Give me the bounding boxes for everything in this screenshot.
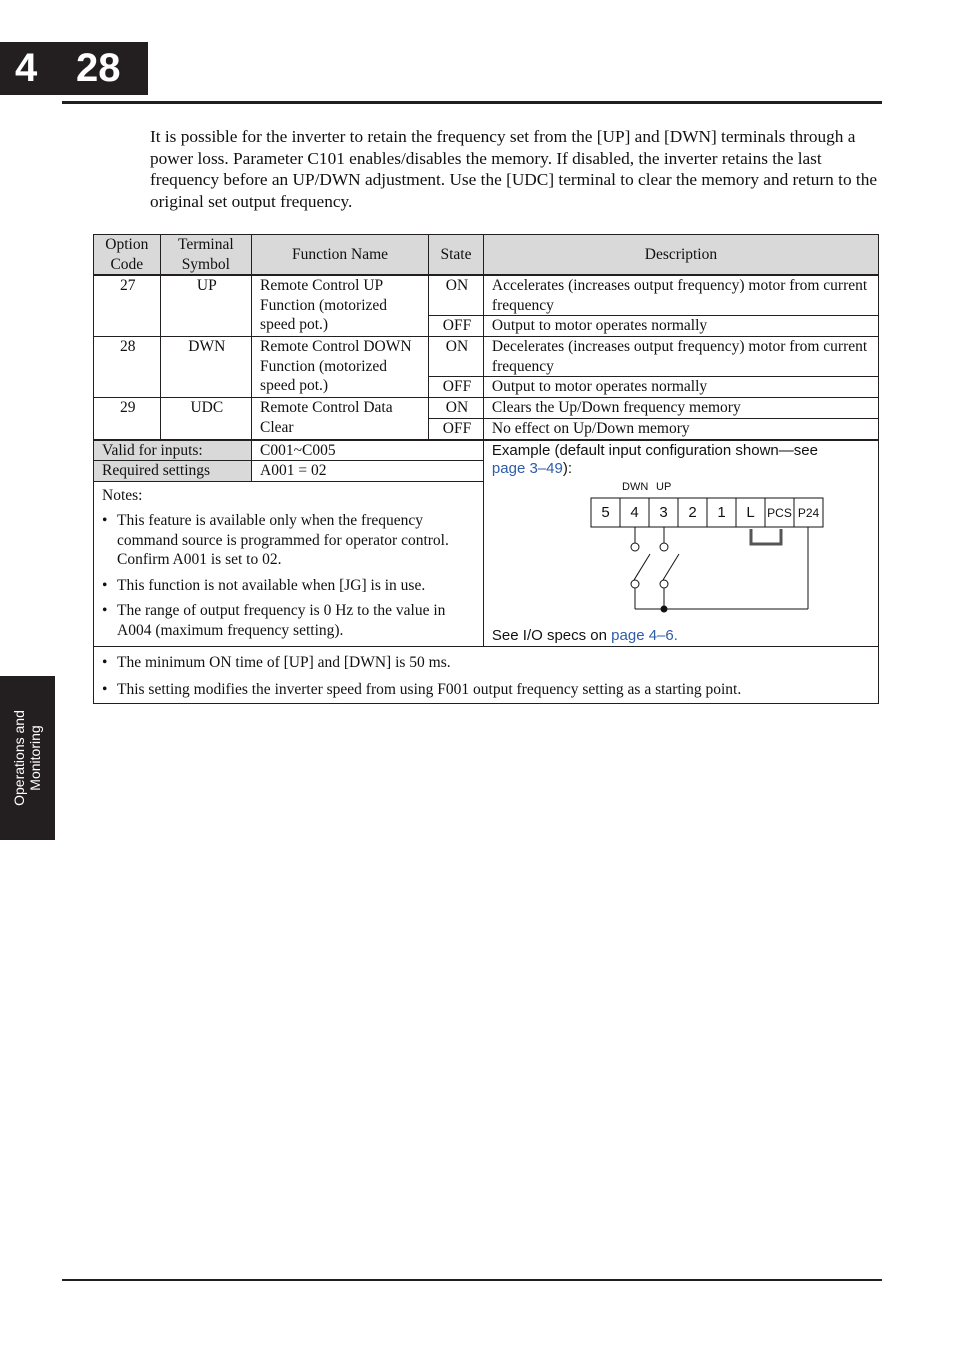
top-rule <box>62 101 882 104</box>
terminal-label: 5 <box>601 503 610 521</box>
chapter-number: 4 <box>15 46 38 90</box>
note-item: • This function is not available when [JG] is in use. <box>102 576 475 596</box>
section-side-tab <box>0 676 55 840</box>
table-row <box>94 398 879 419</box>
terminal-label: 4 <box>630 503 639 521</box>
terminal-wiring-svg <box>492 478 872 628</box>
header-option-code: Option Code <box>94 235 161 276</box>
chapter-page-header <box>0 42 148 95</box>
option-code: 28 <box>94 337 161 398</box>
up-contact-top <box>660 543 668 551</box>
terminal-label: P24 <box>797 505 820 520</box>
wiring-example <box>483 440 878 647</box>
option-code: 27 <box>94 275 161 337</box>
bottom-rule <box>62 1279 882 1281</box>
up-switch-blade <box>663 554 679 580</box>
state-on: ON <box>429 398 484 419</box>
terminal-label: L <box>746 503 755 521</box>
header-state: State <box>429 235 484 276</box>
note-item: • The minimum ON time of [UP] and [DWN] is 50 ms. <box>102 653 870 673</box>
side-tab-label: Operations and Monitoring <box>11 710 43 806</box>
notes-heading: Notes: <box>102 486 143 504</box>
terminal-symbol: UP <box>160 275 251 337</box>
state-on: ON <box>429 337 484 377</box>
junction-dot <box>660 605 667 612</box>
function-name: Remote Control DOWN Function (motorized speed pot.) <box>252 337 429 398</box>
terminal-symbol: UDC <box>160 398 251 440</box>
function-table <box>93 234 879 704</box>
io-specs-link[interactable]: page 4–6. <box>611 627 678 644</box>
dwn-switch-blade <box>634 554 650 580</box>
description-off: Output to motor operates normally <box>483 377 878 398</box>
notes-block <box>94 481 484 647</box>
state-off: OFF <box>429 377 484 398</box>
description-off: No effect on Up/Down memory <box>483 418 878 440</box>
terminal-cells <box>601 498 819 527</box>
note-item: • This feature is available only when the frequency command source is programmed for operator control. Confirm A001 is set to 02. <box>102 511 475 570</box>
note-item: • This setting modifies the inverter speed from using F001 output frequency setting as a starting point. <box>102 680 870 700</box>
label-dwn: DWN <box>621 480 649 493</box>
description-on: Decelerates (increases output frequency) motor from current frequency <box>483 337 878 377</box>
terminal-diagram <box>492 478 872 628</box>
dwn-contact-bottom <box>631 580 639 588</box>
terminal-symbol: DWN <box>160 337 251 398</box>
valid-inputs-label: Valid for inputs: <box>94 440 252 461</box>
terminal-label: 3 <box>659 503 668 521</box>
required-settings-label: Required settings <box>94 461 252 482</box>
dwn-contact-top <box>631 543 639 551</box>
terminal-label: 2 <box>688 503 697 521</box>
header-terminal-symbol: Terminal Symbol <box>160 235 251 276</box>
up-contact-bottom <box>660 580 668 588</box>
function-name: Remote Control UP Function (motorized speed pot.) <box>252 275 429 337</box>
terminal-label: PCS <box>767 505 792 520</box>
jumper-bar <box>751 529 781 544</box>
label-up: UP <box>655 480 672 493</box>
example-page-link[interactable]: page 3–49 <box>491 459 563 477</box>
intro-paragraph: It is possible for the inverter to retain the frequency set from the [UP] and [DWN] terminals through a power loss. Parameter C101 enables/disables the memory. If disabled, the inverter retains the last frequency before an UP/DWN adjustment. Use the [UDC] terminal to clear the memory and return to the original set output frequency. <box>150 127 878 211</box>
description-on: Accelerates (increases output frequency) motor from current frequency <box>483 275 878 316</box>
note-item: • The range of output frequency is 0 Hz to the value in A004 (maximum frequency setting). <box>102 601 475 640</box>
wide-notes-row <box>94 647 879 704</box>
table-header-row <box>94 235 879 276</box>
valid-inputs-value: C001~C005 <box>252 440 484 461</box>
description-on: Clears the Up/Down frequency memory <box>483 398 878 419</box>
function-name: Remote Control Data Clear <box>252 398 429 440</box>
state-on: ON <box>429 275 484 316</box>
io-specs-note: See I/O specs on page 4–6. <box>491 627 678 644</box>
description-off: Output to motor operates normally <box>483 316 878 337</box>
table-row <box>94 275 879 316</box>
state-off: OFF <box>429 418 484 440</box>
terminal-label: 1 <box>717 503 726 521</box>
header-function-name: Function Name <box>252 235 429 276</box>
example-caption: Example (default input configuration shown—see page 3–49): <box>491 441 818 477</box>
required-settings-value: A001 = 02 <box>252 461 484 482</box>
option-code: 29 <box>94 398 161 440</box>
state-off: OFF <box>429 316 484 337</box>
wide-notes-block <box>94 647 879 704</box>
table-row <box>94 337 879 377</box>
header-description: Description <box>483 235 878 276</box>
page-number: 28 <box>76 46 121 90</box>
valid-inputs-row <box>94 440 879 461</box>
